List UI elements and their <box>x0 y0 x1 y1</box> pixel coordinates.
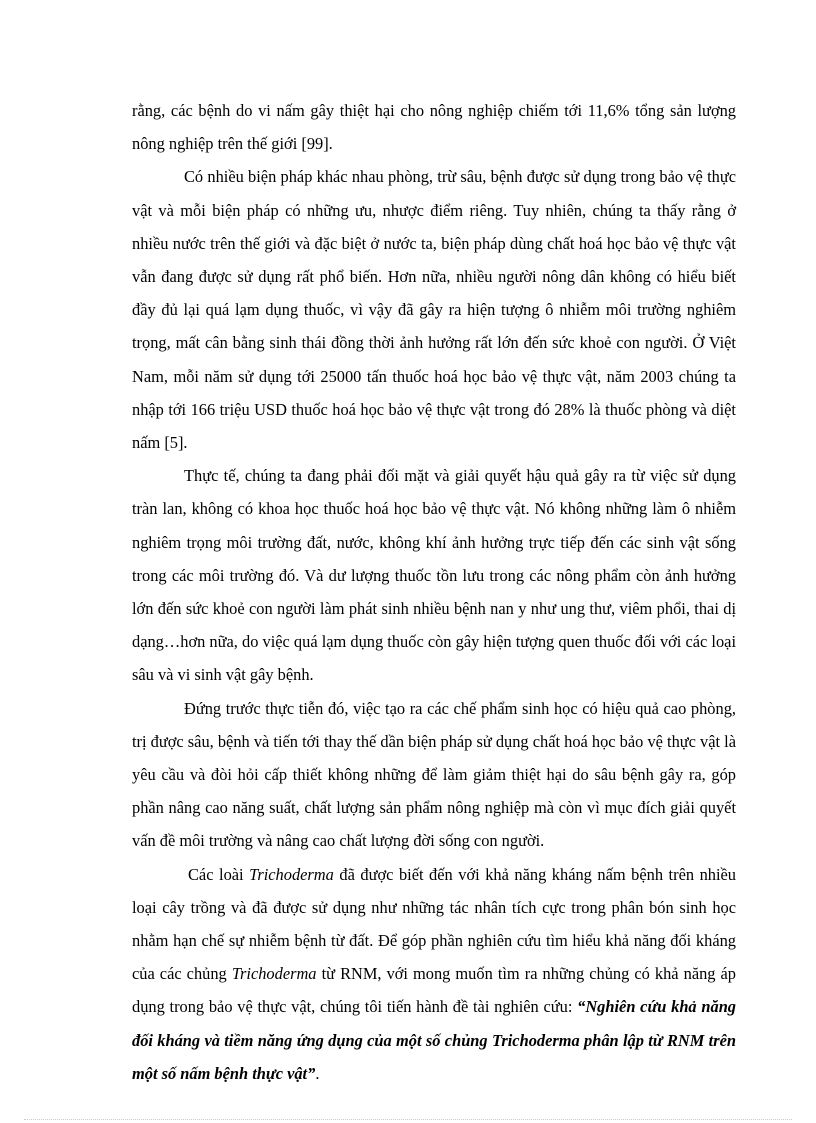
text-segment: đã được biết đến với khả năng kháng nấm bệnh trên nhiều loại cây trồng và đã được sử dụng như những tác nhân tích cực trong phân bón sinh học nhằm hạn chế sự nhiễm bệnh từ đất. Để góp phần nghiên cứu tìm hiểu khả năng đối kháng của các chủng <box>132 864 736 984</box>
paragraph-continuation: rằng, các bệnh do vi nấm gây thiệt hại cho nông nghiệp chiếm tới 11,6% tổng sản lượng nông nghiệp trên thế giới [99]. <box>132 101 736 154</box>
research-title: “Nghiên cứu khả năng đối kháng và tiềm năng ứng dụng của một số chủng Trichoderma phân lập từ RNM trên một số nấm bệnh thực vật” <box>132 997 736 1083</box>
paragraph-consequences: Thực tế, chúng ta đang phải đối mặt và giải quyết hậu quả gây ra từ việc sử dụng tràn lan, không có khoa học thuốc hoá học bảo vệ thực vật. Nó không những làm ô nhiễm nghiêm trọng môi trường đất, nước, không khí ảnh hưởng trực tiếp đến các sinh vật sống trong các môi trường đó. Và dư lượng thuốc tồn lưu trong các nông phẩm còn ảnh hưởng lớn đến sức khoẻ con người làm phát sinh nhiều bệnh nan y như ung thư, viêm phổi, thai dị dạng…hơn nữa, do việc quá lạm dụng thuốc còn gây hiện tượng quen thuốc đối với các loại sâu và vi sinh vật gây bệnh. <box>132 466 736 685</box>
document-page <box>132 94 736 1090</box>
species-name: Trichoderma <box>249 864 334 884</box>
page-bottom-divider <box>24 1119 792 1120</box>
paragraph-biological-products: Đứng trước thực tiễn đó, việc tạo ra các chế phẩm sinh học có hiệu quả cao phòng, trị được sâu, bệnh và tiến tới thay thế dần biện pháp sử dụng chất hoá học bảo vệ thực vật là yêu cầu và đòi hỏi cấp thiết không những để làm giảm thiệt hại do sâu bệnh gây ra, góp phần nâng cao năng suất, chất lượng sản phẩm nông nghiệp mà còn vì mục đích giải quyết vấn đề môi trường và nâng cao chất lượng đời sống con người. <box>132 698 736 851</box>
paragraph-research-topic <box>132 858 736 1090</box>
text-segment: từ RNM, với mong muốn tìm ra những chủng có khả năng áp dụng trong bảo vệ thực vật, chúng tôi tiến hành đề tài nghiên cứu: <box>132 964 737 1017</box>
paragraph-plant-protection-methods: Có nhiều biện pháp khác nhau phòng, trừ sâu, bệnh được sử dụng trong bảo vệ thực vật và mỗi biện pháp có những ưu, nhược điểm riêng. Tuy nhiên, chúng ta thấy rằng ở nhiều nước trên thế giới và đặc biệt ở nước ta, biện pháp dùng chất hoá học bảo vệ thực vật vẫn đang được sử dụng rất phổ biến. Hơn nữa, nhiều người nông dân không có hiểu biết đầy đủ lại quá lạm dụng thuốc, vì vậy đã gây ra hiện tượng ô nhiễm môi trường nghiêm trọng, mất cân bằng sinh thái đồng thời ảnh hưởng rất lớn đến sức khoẻ con người. Ở Việt Nam, mỗi năm sử dụng tới 25000 tấn thuốc hoá học bảo vệ thực vật, năm 2003 chúng ta nhập tới 166 triệu USD thuốc hoá học bảo vệ thực vật trong đó 28% là thuốc phòng và diệt nấm [5]. <box>132 167 736 453</box>
species-name: Trichoderma <box>231 964 317 984</box>
text-segment: . <box>315 1063 320 1083</box>
text-segment: Các loài <box>188 864 250 884</box>
